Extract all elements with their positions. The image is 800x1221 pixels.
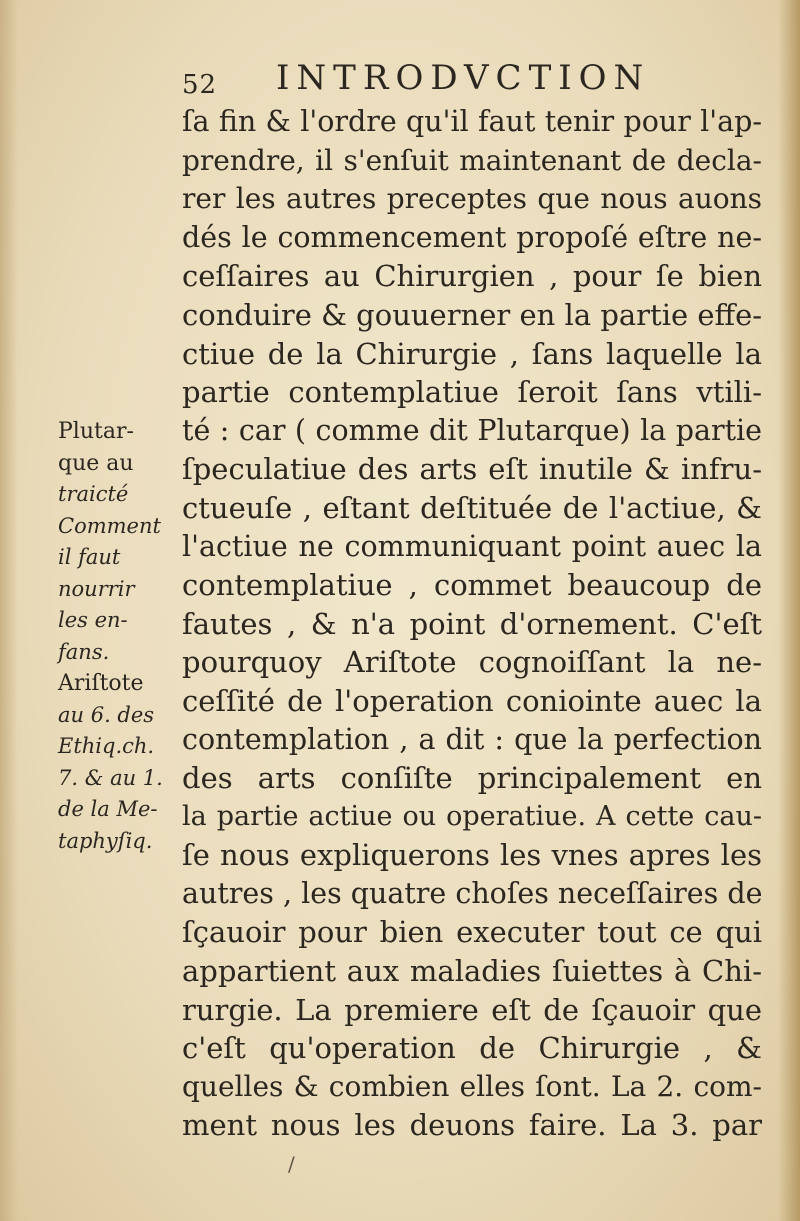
margin-note-line: Plutar- (58, 419, 134, 444)
body-text-block (182, 103, 762, 1145)
text-line: ment nous les deuons faire. La 3. par (182, 1108, 762, 1143)
margin-note-line: il faut (58, 545, 121, 569)
text-line: ſpeculatiue des arts eſt inutile & infru- (182, 452, 762, 487)
text-line: conduire & gouuerner en la partie effe- (182, 297, 763, 332)
margin-note-line: au 6. des (58, 702, 155, 727)
text-line: quelles & combien elles ſont. La 2. com- (182, 1069, 762, 1103)
text-line: contemplatiue , commet beaucoup de (182, 568, 762, 603)
page-number: 52 (182, 70, 218, 100)
text-line: ſçauoir pour bien executer tout ce qui (182, 915, 762, 950)
running-title: INTRODVCTION (276, 58, 651, 98)
text-line: partie contemplatiue ſeroit ſans vtili- (182, 375, 762, 410)
margin-note-line: traicté (58, 482, 129, 506)
text-line: fautes , & n'a point d'ornement. C'eſt (182, 606, 762, 641)
margin-note-line: de la Me- (58, 797, 158, 821)
text-line: té : car ( comme dit Plutarque) la partie (182, 413, 762, 447)
margin-note-line: nourrir (58, 576, 135, 601)
text-line: l'actiue ne communiquant point auec la (182, 529, 762, 563)
margin-notes (58, 416, 178, 857)
margin-note-line: Ariſtote (58, 671, 144, 696)
text-line: des arts conſiſte principalement en (182, 761, 762, 796)
page-edge-shadow-left (0, 0, 18, 1221)
page-edge-shadow-right (778, 0, 800, 1221)
text-line: appartient aux maladies ſuiettes à Chi- (182, 954, 762, 989)
margin-note-line: fans. (58, 639, 110, 664)
margin-note-line: Ethiq.ch. (58, 734, 155, 758)
text-line: pourquoy Ariſtote cognoiſſant la ne- (182, 645, 762, 680)
text-line: c'eſt qu'operation de Chirurgie , & (182, 1031, 762, 1066)
margin-note-line: que au (58, 450, 134, 476)
text-line: prendre, il s'enſuit maintenant de decla- (182, 143, 762, 177)
margin-note-line: 7. & au 1. (58, 765, 163, 790)
margin-note-line: les en- (58, 608, 128, 632)
text-line: dés le commencement propoſé eſtre ne- (182, 220, 762, 254)
text-line: contemplation , a dit : que la perfection (182, 722, 762, 756)
text-line: rer les autres preceptes que nous auons (182, 182, 762, 216)
page-header (180, 58, 770, 102)
text-line: rurgie. La premiere eſt de ſçauoir que (182, 992, 762, 1027)
footer-mark: / (288, 1152, 295, 1176)
text-line: ctueuſe , eſtant deſtituée de l'actiue, & (182, 490, 762, 525)
text-line: autres , les quatre choſes neceſſaires de (182, 876, 763, 910)
text-line: ſa fin & l'ordre qu'il faut tenir pour l'ap- (182, 105, 762, 138)
text-line: la partie actiue ou operatiue. A cette cau- (182, 800, 762, 832)
text-line: ceſſité de l'operation coniointe auec la (182, 683, 762, 718)
text-line: ſe nous expliquerons les vnes apres les (182, 838, 762, 873)
text-line: ctiue de la Chirurgie , ſans laquelle la (182, 336, 762, 371)
margin-note-line: Comment (58, 513, 161, 538)
text-line: ceſſaires au Chirurgien , pour ſe bien (182, 259, 762, 294)
margin-note-line: taphyſiq. (58, 828, 153, 853)
